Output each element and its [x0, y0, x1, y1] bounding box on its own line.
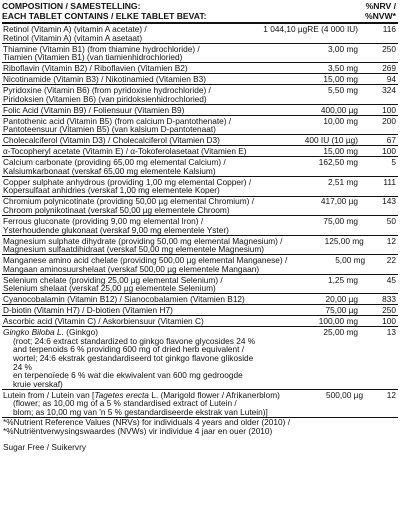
ingredient-amount: 500,00 µg [325, 389, 364, 400]
ingredient-name [2, 158, 262, 175]
ingredient-name [2, 306, 262, 315]
ingredient-name [2, 136, 262, 145]
footnote-nrv-en: *%Nutrient Reference Values (NRVs) for individuals 4 years and older (2010) / [3, 417, 290, 428]
ingredient-name [2, 75, 262, 84]
ingredient-name-line: Chromium polynicotinate (providing 50,00 µg elemental Chromium) / [3, 196, 255, 207]
ingredient-nrv: 200 [382, 115, 396, 126]
table-row [2, 275, 398, 295]
ingredient-name-line: Magnesium sulphate dihydrate (providing 50,00 mg elemental Magnesium) / [3, 235, 283, 246]
ginkgo-detail-line: en terpenoïede 6 % wat die ekwivalent van 600 mg gedroogde kruie verskaf) [13, 370, 243, 389]
ingredient-name-line: Tiamien (Vitamien B1) (van tiamienhidrochloried) [3, 52, 183, 63]
ingredient-name [2, 45, 262, 62]
ingredient-nrv: 100 [382, 104, 396, 115]
ingredient-name [2, 197, 262, 214]
ingredient-name [2, 64, 262, 73]
ingredient-name [2, 317, 262, 326]
ingredient-name-line: Selenium chelate (providing 25,00 µg elemental Selenium) / [3, 274, 223, 285]
ingredient-name [2, 106, 262, 115]
ingredient-name-line: Selenium shelaat (verskaf 25,00 µg elementele Selenium) [3, 283, 216, 294]
ingredient-amount: 417,00 µg [320, 196, 358, 207]
ingredient-amount: 3,00 mg [328, 43, 358, 54]
ginkgo-latin-name: Gingko Biloba L. [3, 327, 64, 338]
ginkgo-detail-line: and terpenoids 6 % providing 600 mg of dried herb equivalent / [13, 344, 245, 355]
nrv-heading [352, 2, 398, 21]
composition-panel [2, 2, 398, 452]
ingredient-amount: 5,50 mg [328, 85, 358, 96]
ingredient-name [2, 217, 262, 234]
table-header [2, 2, 398, 24]
ingredient-name-line: Magnesium sulfaatdihidraat (verskaf 50,00 mg elementele Magnesium) [3, 244, 265, 255]
ingredient-name-line: Ysterhoudende glukonaat (verskaf 9,00 mg elementele Yster) [3, 224, 229, 235]
ingredient-amount: 25,00 mg [323, 327, 358, 338]
ginkgo-detail-line: (root; 24:6 extract standardized to ginkgo flavone glycosides 24 % [13, 335, 256, 346]
ingredient-name [2, 25, 262, 42]
ingredient-amount: 1,25 mg [328, 274, 358, 285]
ingredient-name-line: Kopersulfaat anhidries (verskaf 1,00 mg elementele Koper) [3, 185, 220, 196]
ingredient-nrv: 5 [391, 157, 396, 168]
ingredient-name [2, 147, 262, 156]
ingredient-name-line: Piridoksien (Vitamien B6) (van piridoksienhidrochloried) [3, 93, 207, 104]
ingredient-name [2, 178, 262, 195]
ingredient-name-line: D-biotin (Vitamin H7) / D-biotien (Vitamien H7) [3, 305, 173, 316]
footnotes [2, 418, 398, 452]
ingredient-nrv: 94 [386, 74, 396, 85]
heading-line-1: COMPOSITION / SAMESTELLING: [2, 1, 141, 11]
ingredient-nrv: 50 [386, 215, 396, 226]
ingredient-name [2, 117, 262, 134]
ingredient-nrv: 45 [386, 274, 396, 285]
ingredient-name-line: Copper sulphate anhydrous (providing 1,00 mg elemental Copper) / [3, 176, 252, 187]
ingredient-amount: 2,51 mg [328, 176, 358, 187]
ingredient-nrv: 22 [386, 255, 396, 266]
ingredient-name [2, 391, 280, 417]
ingredient-amount: 1 044,10 µgRE (4 000 IU) [263, 23, 358, 34]
table-row [2, 255, 398, 275]
lutein-latin-name: Tagetes erecta [94, 389, 149, 400]
ingredient-name-line: Cholecalciferol (Vitamin D3) / Cholecalciferol (Vitamien D3) [3, 135, 220, 146]
ingredient-nrv: 250 [382, 305, 396, 316]
table-row [2, 44, 398, 64]
table-row [2, 135, 398, 146]
footnote-nrv-af: *%Nutriëntverwysingswaardes (NVWs) vir individue 4 jaar en ouer (2010) [3, 426, 273, 437]
table-row [2, 157, 398, 177]
ingredient-name [2, 86, 262, 103]
ingredient-amount: 400,00 µg [320, 104, 358, 115]
ingredient-name-line: Thiamine (Vitamin B1) (from thiamine hydrochloride) / [3, 43, 200, 54]
table-row [2, 105, 398, 116]
ingredient-nrv: 12 [386, 235, 396, 246]
table-row-ginkgo [2, 327, 398, 390]
table-row [2, 146, 398, 157]
ingredient-amount: 3,50 mg [328, 63, 358, 74]
ingredient-name-line: Pantothenic acid (Vitamin B5) (from calcium D-pantothenate) / [3, 115, 232, 126]
ingredient-name-line: Kalsiumkarbonaat (verskaf 65,00 mg elementele Kalsium) [3, 165, 216, 176]
table-row [2, 63, 398, 74]
ingredient-name-line: Chroom polynikotinaat (verskaf 50,00 µg elementele Chroom) [3, 204, 230, 215]
ingredient-nrv: 111 [383, 176, 396, 187]
ginkgo-detail-line: wortel; 24:6 ekstrak gestandardiseerd tot ginkgo flavone glikoside 24 % [13, 353, 254, 372]
ingredient-amount: 125,00 mg [324, 235, 364, 246]
ingredient-name-line: Ferrous gluconate (providing 9,00 mg elemental Iron) / [3, 215, 204, 226]
ingredient-name-line: Retinol (Vitamin A) (vitamin A asetaat) [3, 32, 143, 43]
ingredient-name [2, 237, 282, 254]
ingredient-nrv: 116 [382, 23, 396, 34]
ingredient-amount: 75,00 mg [323, 215, 358, 226]
ingredient-nrv: 100 [382, 316, 396, 327]
ingredient-nrv: 143 [382, 196, 396, 207]
table-row [2, 236, 398, 256]
ingredient-name [2, 328, 262, 388]
ingredient-name [2, 276, 262, 293]
ingredient-amount: 20,00 µg [325, 294, 358, 305]
ingredient-nrv: 324 [382, 85, 396, 96]
ingredient-name-line: Folic Acid (Vitamin B9) / Foliensuur (Vitamien B9) [3, 104, 185, 115]
table-row [2, 85, 398, 105]
table-row [2, 294, 398, 305]
ingredient-name [2, 256, 287, 273]
lutein-suffix: L. (Marigold flower / Afrikanerblom) [148, 389, 280, 400]
ingredient-name-line: Pyridoxine (Vitamin B6) (from pyridoxine hydrochloride) / [3, 85, 211, 96]
heading-line-2: EACH TABLET CONTAINS / ELKE TABLET BEVAT: [2, 10, 207, 21]
ingredient-nrv: 833 [382, 294, 396, 305]
ingredient-nrv: 13 [386, 327, 396, 338]
ingredient-name-line: Calcium carbonate (providing 65,00 mg elemental Calcium) / [3, 157, 226, 168]
ingredient-amount: 5,00 mg [335, 255, 366, 266]
table-row [2, 24, 398, 44]
ingredient-amount: 15,00 mg [323, 146, 358, 157]
ingredient-name-line: Ascorbic acid (Vitamin C) / Askorbiensuur (Vitamien C) [3, 316, 204, 327]
table-row-lutein [2, 390, 398, 418]
ingredient-nrv: 100 [382, 146, 396, 157]
ingredient-amount: 15,00 mg [323, 74, 358, 85]
table-row [2, 116, 398, 136]
ingredient-name-line: Mangaan aminosuurshelaat (verskaf 500,00 µg elementele Mangaan) [3, 263, 260, 274]
table-row [2, 316, 398, 327]
table-row [2, 216, 398, 236]
sugar-free-note: Sugar Free / Suikervry [3, 441, 86, 452]
table-row [2, 74, 398, 85]
nrv-heading-line-1: %NRV / [365, 1, 396, 11]
ingredient-nrv: 250 [382, 43, 396, 54]
ingredient-name-line: Pantoteensuur (Vitamien B5) (van kalsium D-pantotenaat) [3, 124, 216, 135]
ingredient-name [2, 295, 262, 304]
nrv-heading-line-2: %NVW* [364, 10, 396, 21]
ingredient-nrv: 67 [386, 135, 396, 146]
table-row [2, 305, 398, 316]
lutein-prefix: Lutein from / Lutein van [ [3, 389, 95, 400]
lutein-detail-line: (flower; as 10,00 mg of a 5 % standardised extract of Lutein / [13, 398, 237, 409]
lutein-detail-line: blom; as 10,00 mg van 'n 5 % gestandardiseerde ekstrak van Lutein)] [13, 406, 268, 417]
ingredient-amount: 75,00 µg [325, 305, 358, 316]
composition-heading [2, 2, 352, 21]
ingredient-name-line: Manganese amino acid chelate (providing 500,00 µg elemental Manganese) / [3, 255, 288, 266]
table-row [2, 197, 398, 217]
ingredient-amount: 400 IU (10 µg) [304, 135, 358, 146]
table-row [2, 177, 398, 197]
ingredient-name-line: Cyanocobalamin (Vitamin B12) / Sianocobalamien (Vitamien B12) [3, 294, 245, 305]
ingredient-name-line: Nicotinamide (Vitamin B3) / Nikotinamied (Vitamien B3) [3, 74, 207, 85]
ingredient-name-line: α-Tocopheryl acetate (Vitamin E) / α-Tokoferolasetaat (Vitamien E) [3, 146, 247, 157]
ingredient-name-line: Retinol (Vitamin A) (vitamin A acetate) / [3, 23, 147, 34]
ingredient-rows [2, 24, 398, 327]
ingredient-name-line: Riboflavin (Vitamin B2) / Riboflavien (Vitamien B2) [3, 63, 188, 74]
ingredient-nrv: 269 [382, 63, 396, 74]
ingredient-amount: 162,50 mg [318, 157, 358, 168]
ingredient-amount: 10,00 mg [323, 115, 358, 126]
ginkgo-common-name: (Ginkgo) [63, 327, 99, 338]
ingredient-nrv: 12 [386, 389, 396, 400]
ingredient-amount: 100,00 mg [318, 316, 358, 327]
